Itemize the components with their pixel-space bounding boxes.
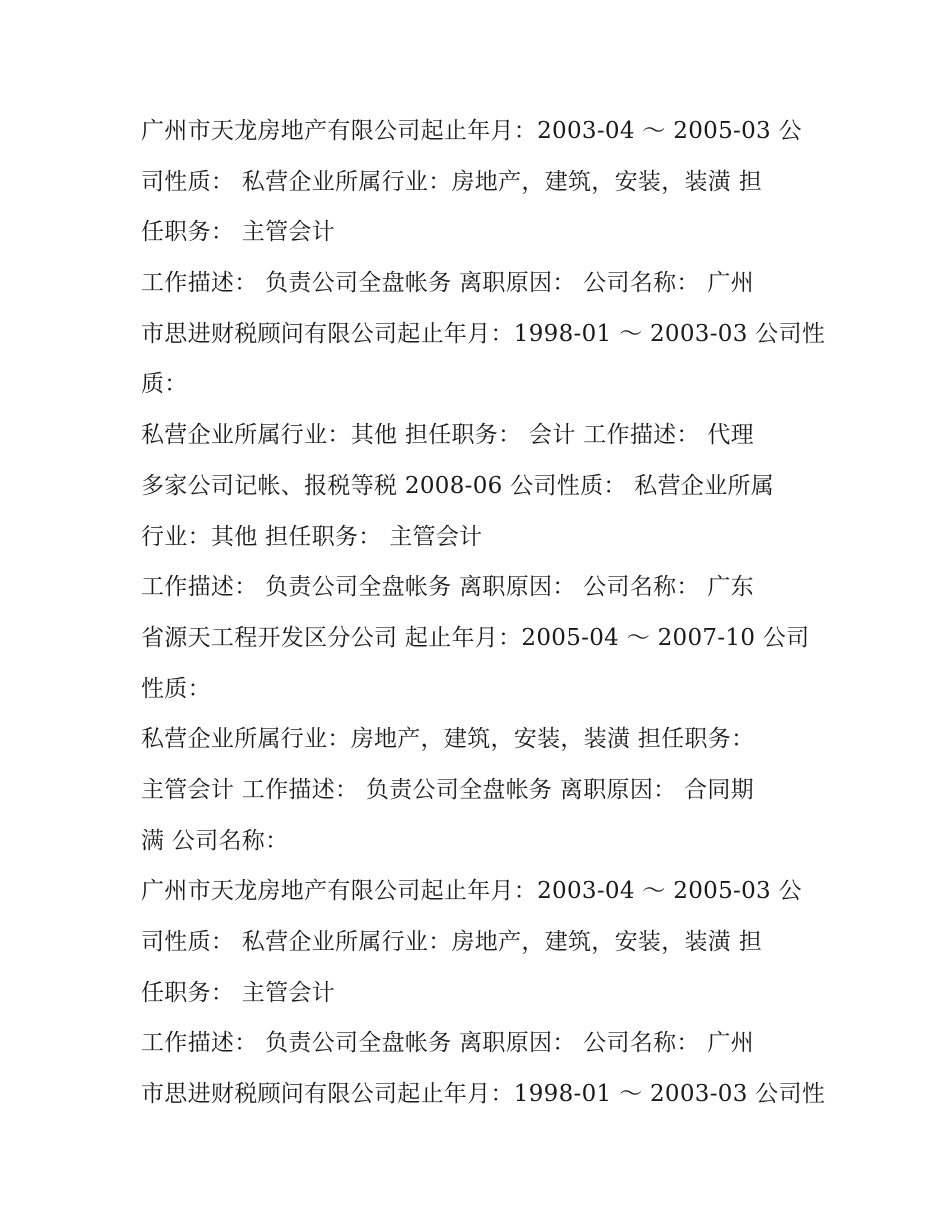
- text-line: 任职务： 主管会计: [141, 219, 336, 246]
- text-line: 广州市天龙房地产有限公司起止年月：2003-04 ～ 2005-03 公: [141, 118, 802, 144]
- text-line: 性质：: [141, 675, 211, 702]
- text-line: 工作描述： 负责公司全盘帐务 离职原因： 公司名称： 广东: [141, 574, 754, 601]
- text-line: 工作描述： 负责公司全盘帐务 离职原因： 公司名称： 广州: [141, 1030, 754, 1057]
- text-line: 工作描述： 负责公司全盘帐务 离职原因： 公司名称： 广州: [141, 270, 754, 297]
- text-line: 多家公司记帐、报税等税 2008-06 公司性质： 私营企业所属: [141, 472, 775, 499]
- text-line: 满 公司名称：: [141, 827, 289, 854]
- text-line: 司性质： 私营企业所属行业：房地产，建筑，安装，装潢 担: [141, 168, 763, 195]
- text-line: 主管会计 工作描述： 负责公司全盘帐务 离职原因： 合同期: [141, 776, 754, 803]
- text-line: 私营企业所属行业：其他 担任职务： 会计 工作描述： 代理: [141, 422, 754, 449]
- text-line: 司性质： 私营企业所属行业：房地产，建筑，安装，装潢 担: [141, 929, 763, 955]
- document-body: [141, 106, 826, 1120]
- text-line: 私营企业所属行业：房地产，建筑，安装，装潢 担任职务：: [141, 726, 755, 753]
- text-line: 任职务： 主管会计: [141, 979, 336, 1006]
- text-line: 省源天工程开发区分公司 起止年月：2005-04 ～ 2007-10 公司: [141, 624, 810, 651]
- text-line: 市思进财税顾问有限公司起止年月：1998-01 ～ 2003-03 公司性: [141, 320, 826, 347]
- text-line: 质：: [141, 371, 188, 398]
- text-line: 行业：其他 担任职务： 主管会计: [141, 523, 483, 550]
- text-line: 广州市天龙房地产有限公司起止年月：2003-04 ～ 2005-03 公: [141, 878, 802, 905]
- text-line: 市思进财税顾问有限公司起止年月：1998-01 ～ 2003-03 公司性: [141, 1081, 826, 1108]
